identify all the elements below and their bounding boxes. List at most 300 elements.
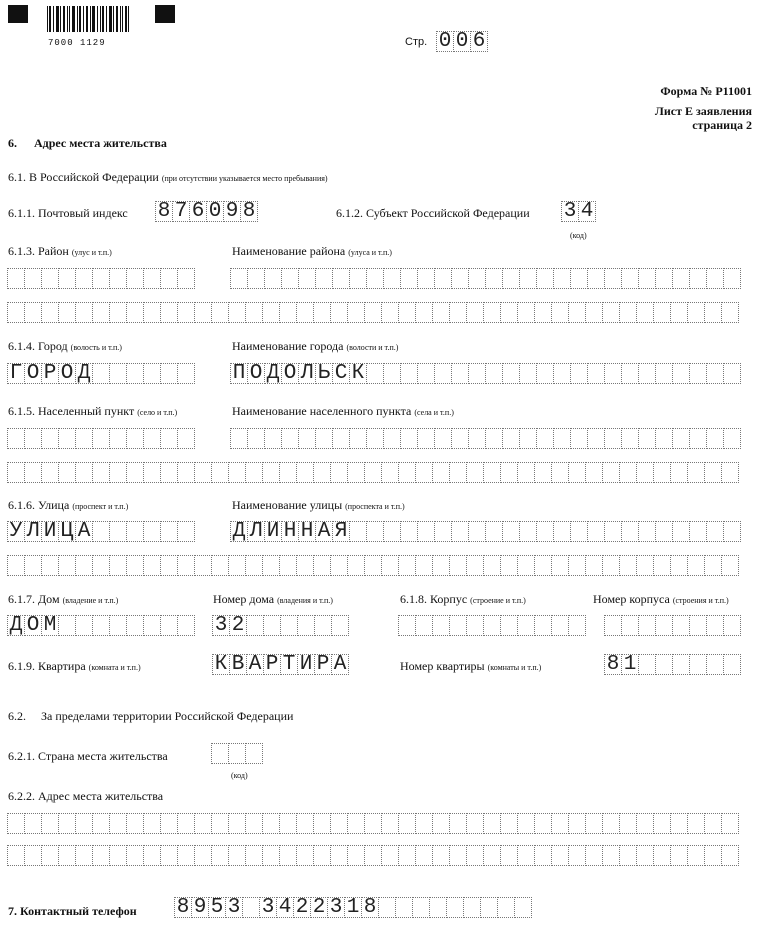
char-cell: 3 [561, 201, 579, 222]
char-cell: М [41, 615, 59, 636]
char-cell [349, 268, 367, 289]
char-cell [211, 845, 229, 866]
char-cell [160, 813, 178, 834]
char-cell: 3 [327, 897, 345, 918]
char-cell [315, 268, 333, 289]
char-cell [211, 813, 229, 834]
char-cell: Р [41, 363, 59, 384]
char-cell [432, 813, 450, 834]
char-cell [160, 302, 178, 323]
char-cell [211, 743, 229, 764]
char-cell [331, 615, 349, 636]
char-cell [143, 615, 161, 636]
settlement-label [8, 404, 177, 419]
char-cell [449, 813, 467, 834]
char-cell [517, 555, 535, 576]
char-cell: 8 [155, 201, 173, 222]
char-cell [228, 302, 246, 323]
street-name-note: (проспекта и т.п.) [345, 502, 405, 511]
char-cell [41, 555, 59, 576]
char-cell: 8 [361, 897, 379, 918]
char-cell [585, 813, 603, 834]
char-cell: О [24, 615, 42, 636]
char-cell [296, 555, 314, 576]
city-note: (волость и т.п.) [70, 343, 122, 352]
char-cell [245, 743, 263, 764]
city-type-field[interactable] [7, 363, 195, 384]
subject-code-field[interactable] [561, 201, 596, 222]
char-cell [330, 462, 348, 483]
char-cell [434, 521, 452, 542]
char-cell [381, 302, 399, 323]
apartment-type-field[interactable] [212, 654, 349, 675]
char-cell [415, 615, 433, 636]
char-cell [687, 302, 705, 323]
city-name-label-text: Наименование города [232, 339, 344, 353]
country-code-hint: (код) [231, 771, 248, 780]
char-cell [298, 268, 316, 289]
char-cell: Т [280, 654, 298, 675]
postal-index-label: 6.1.1. Почтовый индекс [8, 206, 128, 220]
page-number-field[interactable] [436, 31, 488, 52]
char-cell: А [331, 654, 349, 675]
char-cell [7, 845, 25, 866]
char-cell [466, 615, 484, 636]
char-cell [483, 555, 501, 576]
char-cell [721, 845, 739, 866]
char-cell: 0 [436, 31, 454, 52]
char-cell [160, 363, 178, 384]
char-cell [314, 615, 332, 636]
char-cell: К [212, 654, 230, 675]
char-cell [604, 428, 622, 449]
char-cell: 2 [310, 897, 328, 918]
char-cell [126, 521, 144, 542]
char-cell [58, 615, 76, 636]
char-cell [75, 302, 93, 323]
char-cell [245, 555, 263, 576]
char-cell [364, 302, 382, 323]
settlement-type-field[interactable] [7, 428, 195, 449]
char-cell [551, 615, 569, 636]
char-cell [602, 813, 620, 834]
city-name-field[interactable] [230, 363, 741, 384]
char-cell [177, 462, 195, 483]
char-cell [398, 615, 416, 636]
char-cell [412, 897, 430, 918]
street-name-field-2[interactable] [7, 555, 739, 576]
char-cell: 4 [578, 201, 596, 222]
char-cell: 4 [276, 897, 294, 918]
char-cell [160, 428, 178, 449]
char-cell [468, 521, 486, 542]
char-cell [517, 615, 535, 636]
char-cell [687, 462, 705, 483]
char-cell [75, 268, 93, 289]
char-cell [24, 845, 42, 866]
char-cell [602, 462, 620, 483]
char-cell [58, 555, 76, 576]
page-label: Стр. [405, 36, 428, 48]
char-cell [602, 555, 620, 576]
char-cell [228, 555, 246, 576]
char-cell [24, 428, 42, 449]
char-cell [483, 813, 501, 834]
char-cell [109, 462, 127, 483]
barcode-number: 7000 1129 [48, 38, 106, 48]
char-cell [704, 813, 722, 834]
country-label: 6.2.1. Страна места жительства [8, 749, 168, 763]
char-cell [381, 462, 399, 483]
char-cell [41, 813, 59, 834]
char-cell [551, 555, 569, 576]
subsection-6-1-label: 6.1. В Российской Федерации [8, 170, 159, 184]
char-cell [160, 845, 178, 866]
postal-index-field[interactable] [155, 201, 258, 222]
foreign-address-label: 6.2.2. Адрес места жительства [8, 789, 164, 803]
char-cell [194, 813, 212, 834]
char-cell [604, 521, 622, 542]
char-cell [721, 813, 739, 834]
char-cell [570, 521, 588, 542]
char-cell [568, 302, 586, 323]
building-label [400, 592, 526, 607]
char-cell [500, 813, 518, 834]
registration-mark-left [8, 5, 28, 23]
char-cell [585, 555, 603, 576]
char-cell: 1 [621, 654, 639, 675]
char-cell [245, 845, 263, 866]
char-cell [398, 555, 416, 576]
char-cell [706, 654, 724, 675]
char-cell [398, 845, 416, 866]
char-cell [483, 845, 501, 866]
char-cell [568, 555, 586, 576]
char-cell [468, 268, 486, 289]
char-cell [466, 462, 484, 483]
settlement-name-field-2[interactable] [7, 462, 739, 483]
char-cell [211, 555, 229, 576]
char-cell: Л [298, 363, 316, 384]
char-cell [41, 302, 59, 323]
house-label-text: 6.1.7. Дом [8, 592, 60, 606]
house-number-note: (владения и т.п.) [277, 596, 333, 605]
char-cell [483, 302, 501, 323]
char-cell: Д [7, 615, 25, 636]
char-cell [451, 521, 469, 542]
char-cell [92, 428, 110, 449]
char-cell [534, 813, 552, 834]
char-cell [570, 268, 588, 289]
char-cell [415, 302, 433, 323]
building-number-label-text: Номер корпуса [593, 592, 670, 606]
char-cell: 9 [223, 201, 241, 222]
char-cell: 7 [172, 201, 190, 222]
char-cell: И [264, 521, 282, 542]
district-name-field-2[interactable] [7, 302, 739, 323]
building-type-field[interactable] [398, 615, 586, 636]
district-type-field[interactable] [7, 268, 195, 289]
subsection-6-1 [8, 170, 328, 185]
char-cell [143, 462, 161, 483]
char-cell [395, 897, 413, 918]
char-cell [551, 302, 569, 323]
char-cell [262, 845, 280, 866]
char-cell [704, 845, 722, 866]
district-note: (улус и т.п.) [71, 248, 112, 257]
char-cell [587, 428, 605, 449]
char-cell [383, 363, 401, 384]
char-cell [536, 428, 554, 449]
char-cell [41, 428, 59, 449]
char-cell [160, 615, 178, 636]
char-cell [485, 428, 503, 449]
char-cell [638, 654, 656, 675]
char-cell [655, 654, 673, 675]
char-cell [247, 268, 265, 289]
char-cell [621, 363, 639, 384]
char-cell [604, 268, 622, 289]
building-number-field[interactable] [604, 615, 741, 636]
char-cell [483, 462, 501, 483]
char-cell [689, 428, 707, 449]
foreign-address-field-2[interactable] [7, 845, 739, 866]
char-cell [534, 555, 552, 576]
char-cell [534, 615, 552, 636]
char-cell [619, 302, 637, 323]
char-cell [449, 845, 467, 866]
char-cell [568, 615, 586, 636]
char-cell [364, 845, 382, 866]
char-cell [364, 555, 382, 576]
char-cell [109, 428, 127, 449]
char-cell [585, 462, 603, 483]
char-cell [500, 845, 518, 866]
char-cell [536, 363, 554, 384]
district-label-text: 6.1.3. Район [8, 244, 69, 258]
char-cell [432, 462, 450, 483]
char-cell [636, 813, 654, 834]
char-cell [126, 462, 144, 483]
apartment-number-field[interactable] [604, 654, 741, 675]
char-cell [366, 363, 384, 384]
char-cell [655, 615, 673, 636]
char-cell [449, 615, 467, 636]
char-cell [429, 897, 447, 918]
settlement-note: (село и т.п.) [137, 408, 178, 417]
char-cell [568, 845, 586, 866]
char-cell [517, 302, 535, 323]
char-cell [723, 363, 741, 384]
city-name-note: (волости и т.п.) [346, 343, 399, 352]
char-cell [519, 363, 537, 384]
char-cell [653, 555, 671, 576]
char-cell [297, 615, 315, 636]
char-cell [415, 462, 433, 483]
char-cell: 8 [240, 201, 258, 222]
char-cell [126, 363, 144, 384]
char-cell: 8 [604, 654, 622, 675]
char-cell: Ь [315, 363, 333, 384]
char-cell [347, 813, 365, 834]
char-cell [143, 555, 161, 576]
char-cell [398, 813, 416, 834]
char-cell [432, 302, 450, 323]
char-cell [704, 555, 722, 576]
char-cell [230, 428, 248, 449]
char-cell [706, 428, 724, 449]
char-cell [298, 428, 316, 449]
char-cell [245, 462, 263, 483]
char-cell [347, 462, 365, 483]
char-cell [534, 462, 552, 483]
char-cell [655, 521, 673, 542]
sheet-page: страница 2 [692, 118, 752, 132]
country-code-field[interactable] [211, 743, 263, 764]
city-name-label [232, 339, 398, 354]
char-cell [24, 302, 42, 323]
char-cell [160, 462, 178, 483]
char-cell [449, 555, 467, 576]
foreign-address-field[interactable] [7, 813, 739, 834]
char-cell [704, 462, 722, 483]
char-cell [721, 555, 739, 576]
char-cell [75, 462, 93, 483]
char-cell [689, 615, 707, 636]
char-cell [619, 462, 637, 483]
char-cell: 3 [212, 615, 230, 636]
char-cell [177, 615, 195, 636]
char-cell [621, 428, 639, 449]
char-cell [313, 813, 331, 834]
char-cell [434, 428, 452, 449]
char-cell [75, 845, 93, 866]
char-cell: И [297, 654, 315, 675]
char-cell [263, 615, 281, 636]
char-cell [347, 555, 365, 576]
char-cell [279, 462, 297, 483]
phone-field[interactable] [174, 897, 532, 918]
house-type-field[interactable] [7, 615, 195, 636]
street-type-field[interactable] [7, 521, 195, 542]
char-cell [497, 897, 515, 918]
char-cell: О [281, 363, 299, 384]
char-cell [347, 845, 365, 866]
char-cell: 0 [453, 31, 471, 52]
char-cell [160, 521, 178, 542]
char-cell [281, 268, 299, 289]
settlement-name-note: (села и т.п.) [414, 408, 454, 417]
char-cell [602, 302, 620, 323]
settlement-name-label-text: Наименование населенного пункта [232, 404, 412, 418]
char-cell [264, 428, 282, 449]
char-cell [264, 268, 282, 289]
char-cell [721, 462, 739, 483]
char-cell [517, 845, 535, 866]
char-cell: В [229, 654, 247, 675]
char-cell [58, 428, 76, 449]
char-cell [706, 521, 724, 542]
char-cell: 5 [208, 897, 226, 918]
char-cell [619, 813, 637, 834]
district-name-label [232, 244, 392, 259]
char-cell [587, 268, 605, 289]
char-cell [653, 845, 671, 866]
building-number-label [593, 592, 729, 607]
char-cell [466, 302, 484, 323]
char-cell [7, 555, 25, 576]
char-cell [92, 615, 110, 636]
char-cell [41, 845, 59, 866]
char-cell [449, 302, 467, 323]
char-cell [126, 615, 144, 636]
district-label [8, 244, 112, 259]
char-cell [672, 428, 690, 449]
char-cell [398, 462, 416, 483]
char-cell [636, 302, 654, 323]
char-cell [109, 845, 127, 866]
char-cell [466, 845, 484, 866]
char-cell [500, 462, 518, 483]
char-cell [432, 615, 450, 636]
char-cell [502, 268, 520, 289]
char-cell [177, 428, 195, 449]
char-cell [92, 462, 110, 483]
street-name-field[interactable] [230, 521, 741, 542]
char-cell [313, 302, 331, 323]
char-cell [689, 521, 707, 542]
char-cell [242, 897, 260, 918]
char-cell [706, 268, 724, 289]
char-cell [177, 845, 195, 866]
char-cell [228, 743, 246, 764]
building-number-note: (строения и т.п.) [672, 596, 729, 605]
char-cell [109, 268, 127, 289]
char-cell [349, 428, 367, 449]
char-cell [126, 555, 144, 576]
char-cell [432, 555, 450, 576]
char-cell [160, 555, 178, 576]
char-cell [653, 813, 671, 834]
char-cell: Л [24, 521, 42, 542]
char-cell [638, 428, 656, 449]
district-name-field[interactable] [230, 268, 741, 289]
char-cell [92, 813, 110, 834]
char-cell [415, 845, 433, 866]
char-cell [451, 268, 469, 289]
char-cell [92, 363, 110, 384]
char-cell [126, 268, 144, 289]
char-cell [670, 813, 688, 834]
apartment-label [8, 659, 141, 674]
char-cell: 2 [229, 615, 247, 636]
char-cell [672, 521, 690, 542]
house-number-field[interactable] [212, 615, 349, 636]
char-cell [143, 268, 161, 289]
char-cell [378, 897, 396, 918]
char-cell [517, 813, 535, 834]
form-number: Форма № Р11001 [660, 84, 752, 98]
apartment-number-label [400, 659, 541, 674]
char-cell: 8 [174, 897, 192, 918]
char-cell [468, 428, 486, 449]
section-6-title: Адрес места жительства [34, 136, 167, 150]
char-cell [246, 615, 264, 636]
settlement-name-field[interactable] [230, 428, 741, 449]
char-cell [706, 615, 724, 636]
char-cell [534, 302, 552, 323]
char-cell [92, 521, 110, 542]
